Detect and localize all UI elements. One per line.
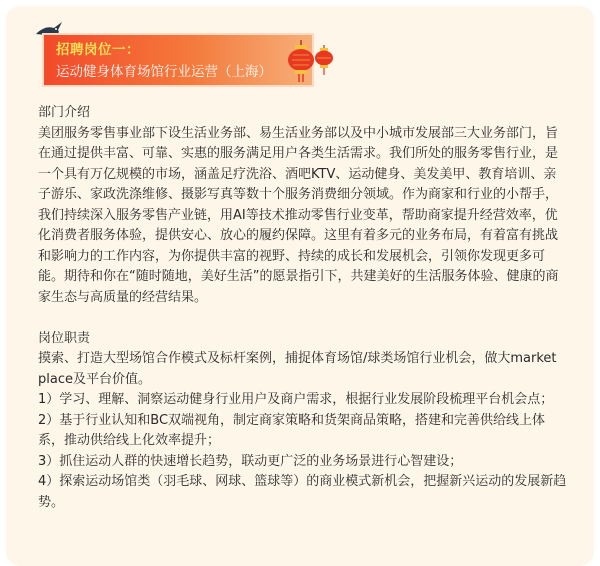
duties-heading: 岗位职责 [38,330,91,346]
duty-item: 2）基于行业认知和BC双端视角，制定商家策略和货架商品策略，搭建和完善供给线上体系，推动供给线上化效率提升； [38,412,546,448]
duty-item: 1）学习、理解、洞察运动健身行业用户及商户需求，根据行业发展阶段梳理平台机会点； [38,392,554,407]
duty-item: 3）抓住运动人群的快速增长趋势，联动更广泛的业务场景进行心智建设； [38,453,463,469]
duties-intro: 摸索、打造大型场馆合作模式及标杆案例，捕捉体育场馆/球类场馆行业机会，做大market place及平台价值。 [38,351,557,387]
lantern-icon [286,40,316,82]
job-description [38,103,568,513]
job-title-position: 运动健身体育场馆行业运营（上海） [56,64,272,80]
department-heading: 部门介绍 [38,105,91,120]
department-description: 美团服务零售事业部下设生活业务部、易生活业务部以及中小城市发展部三大业务部门，旨在通过提供丰富、可靠、实惠的服务满足用户各类生活需求。我们所处的服务零售行业，是一个具有万亿规模的市场，涵盖足疗洗浴、酒吧KTV、运动健身、美发美甲、教育培训、亲子游乐、家政洗涤维修、摄影写真等数十个服务消费细分领域。作为商家和行业的小帮手，我们持续深入服务零售产业链，用AI等技术推动零售行业变革，帮助商家提升经营效率，优化消费者服务体验，提供安心、放心的履约保障。这里有着多元的业务布局，有着富有挑战和影响力的工作内容，为你提供丰富的视野、持续的成长和发展机会，引领你发现更多可能。期待和你在“随时随地，美好生活”的愿景指引下，共建美好的生活服务体验、健康的商家生态与高质量的经营结果。 [38,125,559,305]
lantern-icon [314,45,334,75]
job-title-label: 招聘岗位一： [56,42,140,58]
duty-item: 4）探索运动场馆类（羽毛球、网球、篮球等）的商业模式新机会，把握新兴运动的发展新趋势。 [38,474,567,510]
section-spacer [38,308,568,329]
